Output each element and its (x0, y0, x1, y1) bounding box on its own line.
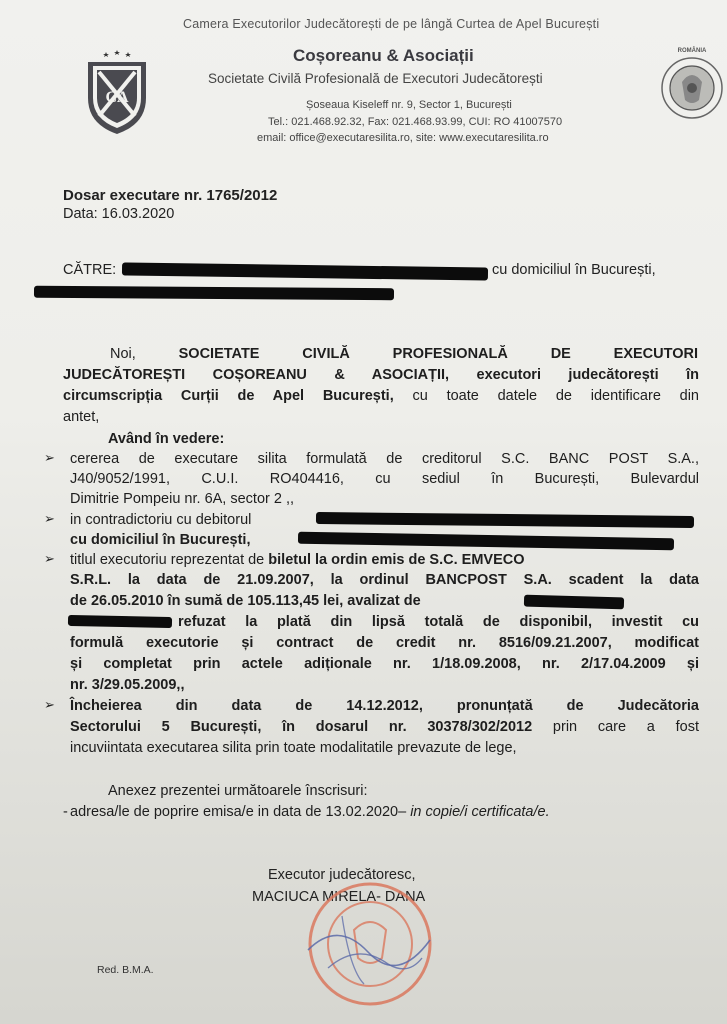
annex-dash: - (63, 804, 68, 820)
firm-logo (84, 46, 150, 136)
bullet-4-line-1: Încheierea din data de 14.12.2012, pronunțată de Judecătoria (70, 698, 699, 714)
firm-email-site: email: office@executaresilita.ro, site: www.executaresilita.ro (257, 132, 549, 144)
executor-name: MACIUCA MIRELA- DANA (252, 889, 426, 905)
redaction-bar (122, 262, 488, 280)
annex-item: adresa/le de poprire emisa/e in data de 13.02.2020– in copie/i certificata/e. (70, 804, 550, 820)
firm-contact: Tel.: 021.468.92.32, Fax: 021.468.93.99, CUI: RO 41007570 (268, 116, 563, 128)
arrow-bullet-icon: ➢ (44, 511, 55, 526)
bullet-3-line-2: S.R.L. la data de 21.09.2007, la ordinul BANCPOST S.A. scadent la data (70, 572, 699, 588)
bullet-4-line-2: Sectorului 5 București, în dosarul nr. 30378/302/2012 prin care a fost (70, 719, 699, 735)
redaction-bar (34, 286, 394, 301)
arrow-bullet-icon: ➢ (44, 450, 55, 465)
stamp-icon (298, 880, 438, 1015)
bullet-1-line-1: cererea de executare silita formulată de creditorul S.C. BANC POST S.A., (70, 451, 699, 467)
firm-address: Șoseaua Kiseleff nr. 9, Sector 1, București (306, 99, 512, 111)
national-seal (659, 44, 725, 130)
document-date: Data: 16.03.2020 (63, 206, 175, 222)
bullet-1-line-3: Dimitrie Pompeiu nr. 6A, sector 2 ,, (70, 491, 295, 507)
recipient-label: CĂTRE: (63, 262, 117, 278)
bullet-3-line-7: nr. 3/29.05.2009,, (70, 677, 185, 693)
firm-name: Coșoreanu & Asociații (293, 46, 474, 65)
bullet-3-line-6: și completat prin actele adiționale nr. 1/18.09.2008, nr. 2/17.04.2009 și (70, 656, 699, 672)
svg-text:ROMÂNIA: ROMÂNIA (677, 48, 707, 54)
firm-subtitle: Societate Civilă Profesională de Executori Judecătorești (208, 71, 543, 86)
redaction-bar (298, 532, 674, 551)
bullet-1-line-2: J40/9052/1991, C.U.I. RO404416, cu sediul în București, Bulevardul (70, 471, 699, 487)
executor-role: Executor judecătoresc, (268, 867, 416, 883)
intro-line-1: Noi, SOCIETATE CIVILĂ PROFESIONALĂ DE EXECUTORI (110, 346, 698, 362)
bullet-3-line-3: de 26.05.2010 în sumă de 105.113,45 lei, avalizat de (70, 593, 421, 609)
annex-heading: Anexez prezentei următoarele înscrisuri: (108, 783, 368, 799)
intro-line-3: circumscripția Curții de Apel București, cu toate datele de identificare din (63, 388, 699, 404)
recipient-domicile: cu domiciliul în București, (492, 262, 656, 278)
arrow-bullet-icon: ➢ (44, 551, 55, 566)
bullet-2-line-1: in contradictoriu cu debitorul (70, 512, 252, 528)
considering-heading: Având în vedere: (108, 431, 225, 447)
editor-reference: Red. B.M.A. (97, 964, 154, 976)
bullet-3-line-1: titlul executoriu reprezentat de biletul la ordin emis de S.C. EMVECO (70, 552, 525, 568)
official-stamp (298, 880, 438, 1015)
intro-line-4: antet, (63, 409, 100, 425)
bullet-4-line-3: incuviintata executarea silita prin toate modalitatile prevazute de lege, (70, 740, 517, 756)
case-number: Dosar executare nr. 1765/2012 (63, 187, 278, 204)
redaction-bar (524, 595, 624, 610)
bullet-2-line-2: cu domiciliul în București, (70, 532, 251, 548)
arrow-bullet-icon: ➢ (44, 697, 55, 712)
shield-logo-icon (84, 46, 150, 136)
svg-text:CA: CA (105, 89, 129, 106)
redaction-bar (316, 512, 694, 528)
chamber-header: Camera Executorilor Judecătorești de pe lângă Curtea de Apel București (183, 17, 600, 31)
seal-icon (659, 44, 725, 130)
bullet-3-line-5: formulă executorie și contract de credit nr. 8516/09.21.2007, modificat (70, 635, 699, 651)
intro-line-2: JUDECĂTOREȘTI COȘOREANU & ASOCIAȚII, executori judecătorești în (63, 367, 699, 383)
bullet-3-line-4: refuzat la plată din lipsă totală de disponibil, investit cu (178, 614, 699, 630)
redaction-bar (68, 615, 172, 628)
